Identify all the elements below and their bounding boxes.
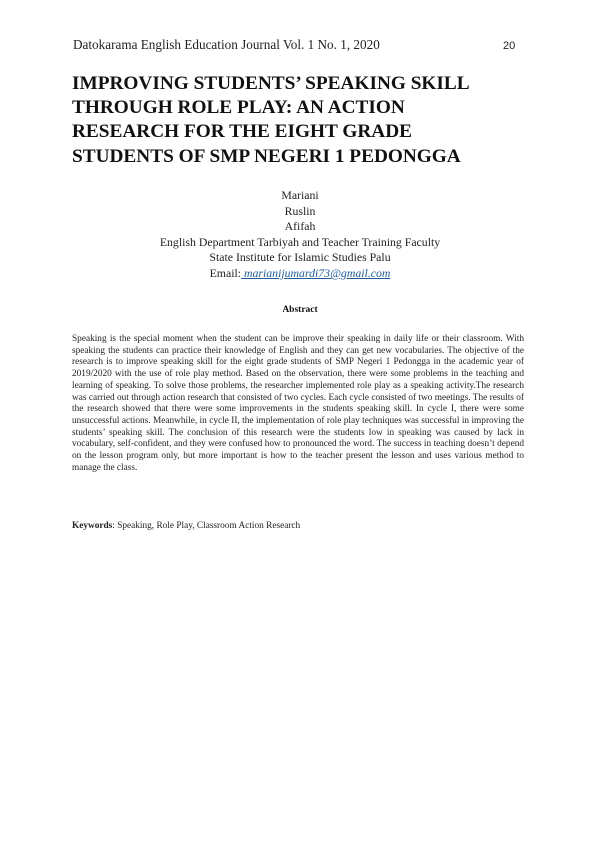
title-line: IMPROVING STUDENTS’ SPEAKING SKILL [72, 73, 470, 94]
paper-title [72, 72, 532, 169]
author-name: Mariani [281, 188, 319, 202]
title-line: STUDENTS OF SMP NEGERI 1 PEDONGGA [72, 145, 461, 167]
running-header: Datokarama English Education Journal Vol. 1 No. 1, 2020 [73, 37, 380, 52]
abstract-body: Speaking is the special moment when the student can be improve their speaking in daily life or their classroom. With speaking the students can practice their knowledge of English and they can get new vocabularies. The objective of the research is to improve speaking skill for the eight grade students of SMP Negeri 1 Pedongga in the academic year of 2019/2020 with the use of role play method. Based on the observation, there were some problems in the teaching and learning of speaking. To solve those problems, the researcher implemented role play as a speaking activity.The research was carried out through action research that consisted of two cycles. Each cycle consisted of two meetings. The results of the research showed that there were some improvements in the students speaking skill. In cycle I, there were some unsuccessful actions. Meanwhile, in cycle II, the implementation of role play techniques was successful in improving the students’ speaking skill. The conclusion of this research were the students low in speaking was caused by lack in vocabulary, self-confident, and they were confused how to pronounced the word. The success in teaching doesn’t depend on the lesson program only, but more important is how to the teacher present the lesson and uses various method to manage the class. [72, 334, 524, 473]
keywords-text: : Speaking, Role Play, Classroom Action Research [112, 521, 301, 531]
abstract-heading: Abstract [282, 305, 318, 315]
page-number: 20 [503, 40, 516, 52]
author-name: Ruslin [284, 203, 316, 218]
author-name: Afifah [284, 219, 316, 234]
email-line [60, 266, 540, 282]
email-link[interactable]: marianijumardi73@gmail.com [241, 265, 391, 280]
title-line: THROUGH ROLE PLAY: AN ACTION [72, 97, 405, 119]
author-block [60, 188, 540, 282]
keywords-line [72, 521, 524, 531]
title-line: RESEARCH FOR THE EIGHT GRADE [72, 121, 412, 143]
email-label: Email: [209, 265, 242, 280]
affiliation-department: English Department Tarbiyah and Teacher Training Faculty [159, 234, 441, 249]
keywords-label: Keywords [72, 521, 113, 531]
affiliation-institute: State Institute for Islamic Studies Palu [209, 250, 391, 265]
